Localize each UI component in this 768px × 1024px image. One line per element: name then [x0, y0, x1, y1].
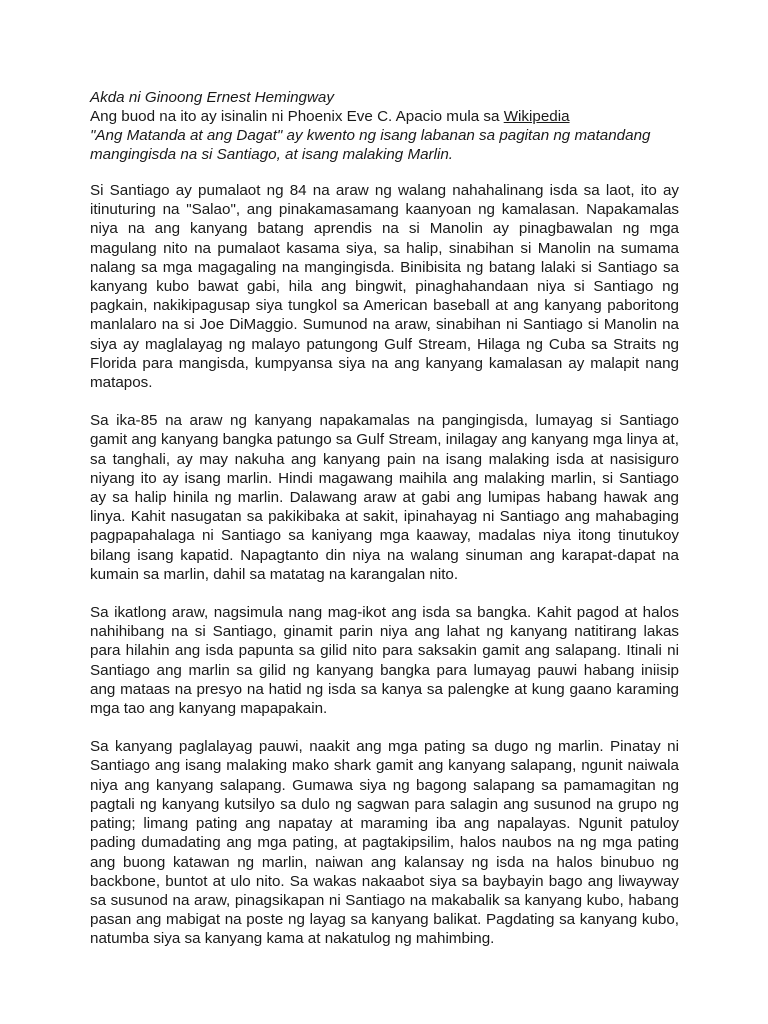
paragraph-1: Si Santiago ay pumalaot ng 84 na araw ng walang nahahalinang isda sa laot, ito ay itinuturing na "Salao", ang pinakamasamang kaanyoan ng kamalasan. Napakamalas niya na ang kanyang batang aprendis na si Manolin ay pinagbawalan ng mga magulang nito na pumalaot kasama siya, sa halip, sinabihan si Manolin na sumama nalang sa mga magagaling na mangingisda. Binibisita ng batang lalaki si Santiago sa kanyang kubo bawat gabi, hila ang bingwit, pinaghahandaan niya si Santiago ng pagkain, nakikipagusap siya tungkol sa American baseball at ang kanyang paboritong manlalaro na si Joe DiMaggio. Sumunod na araw, sinabihan ni Santiago si Manolin na siya ay maglalayag ng malayo patungong Gulf Stream, Hilaga ng Cuba sa Straits ng Florida para mangisda, kumpyansa siya na ang kanyang kamalasan ay malapit nang matapos. [90, 182, 679, 392]
author-line: Akda ni Ginoong Ernest Hemingway [90, 89, 334, 106]
wikipedia-link[interactable]: Wikipedia [503, 108, 570, 125]
paragraph-3: Sa ikatlong araw, nagsimula nang mag-ikot ang isda sa bangka. Kahit pagod at halos nahihibang na si Santiago, ginamit parin niya ang lahat ng kanyang natitirang lakas para hilahin ang isda papunta sa gilid nito para saksakin gamit ang salapang. Itinali ni Santiago ang marlin sa gilid ng kanyang bangka para lumayag pauwi habang iniisip ang mataas na presyo na hatid ng isda sa kanya sa palengke at kung gaano karaming mga tao ang kanyang mapapakain. [90, 604, 679, 718]
story-summary: "Ang Matanda at ang Dagat" ay kwento ng isang labanan sa pagitan ng matandang mangingisda na si Santiago, at isang malaking Marlin. [90, 127, 651, 163]
paragraph-2: Sa ika-85 na araw ng kanyang napakamalas na pangingisda, lumayag si Santiago gamit ang kanyang bangka patungo sa Gulf Stream, inilagay ang kanyang mga linya at, sa tanghali, ay may nakuha ang kanyang pain na isang malaking isda at nasisiguro niyang ito ay isang marlin. Hindi magawang maihila ang malaking marlin, si Santiago ay sa halip hinila ng marlin. Dalawang araw at gabi ang lumipas habang hawak ang linya. Kahit nasugatan sa pakikibaka at sakit, ipinahayag ni Santiago ang mahabaging pagpapahalaga ni Santiago sa kaniyang mga kaaway, madalas niya itong tinutukoy bilang isang kapatid. Napagtanto din niya na walang sinuman ang karapat-dapat na kumain sa marlin, dahil sa matatag na karangalan nito. [90, 412, 679, 583]
paragraph-4: Sa kanyang paglalayag pauwi, naakit ang mga pating sa dugo ng marlin. Pinatay ni Santiago ang isang malaking mako shark gamit ang kanyang salapang, ngunit naiwala niya ang kanyang salapang. Gumawa siya ng bagong salapang sa pamamagitan ng pagtali ng kanyang kutsilyo sa dulo ng sagwan para salagin ang susunod na grupo ng pating; limang pating ang napatay at maraming iba ang napalayas. Ngunit patuloy pading dumadating ang mga pating, at pagtakipsilim, halos naubos na ng mga pating ang buong katawan ng marlin, naiwan ang kalansay ng isda na halos binubuo ng backbone, buntot at ulo nito. Sa wakas nakaabot siya sa baybayin bago ang liwayway sa susunod na araw, pinagsikapan ni Santiago na makabalik sa kanyang kubo, habang pasan ang mabigat na poste ng layag sa kanyang balikat. Pagdating sa kanyang kubo, natumba siya sa kanyang kama at nakatulog ng mahimbing. [90, 738, 679, 948]
document-page [90, 88, 679, 949]
translation-credit-text: Ang buod na ito ay isinalin ni Phoenix Eve C. Apacio mula sa [90, 108, 504, 125]
document-header [90, 88, 679, 164]
translation-credit [90, 107, 679, 126]
